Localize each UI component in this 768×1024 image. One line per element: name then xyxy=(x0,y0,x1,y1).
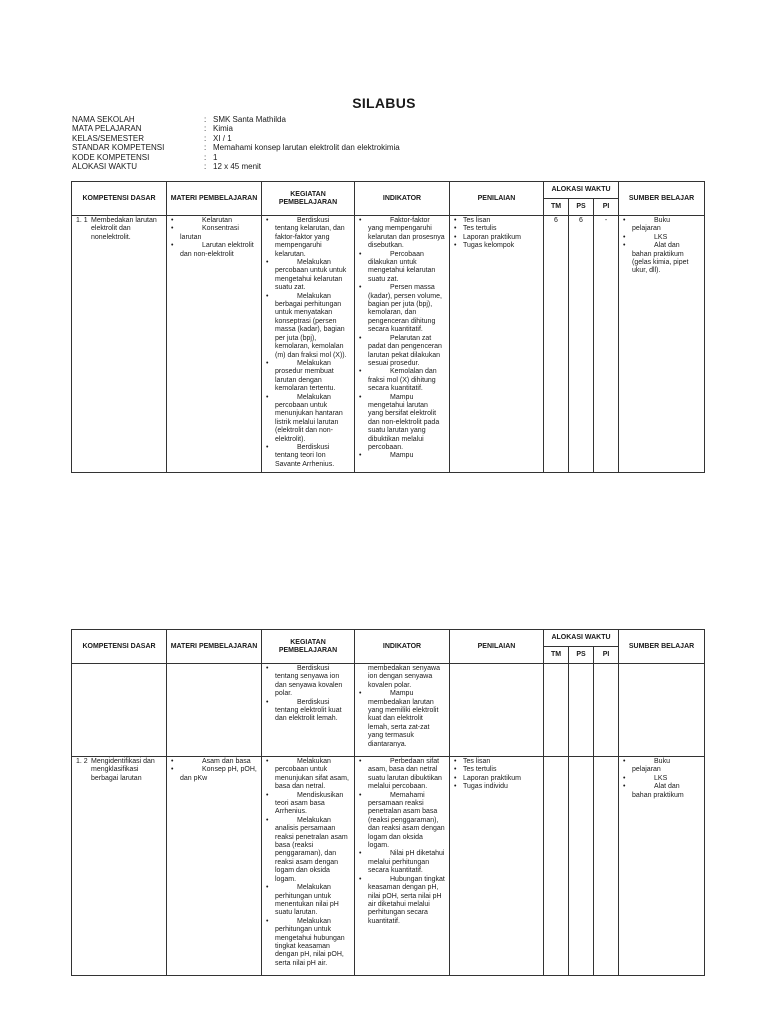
list-item: • Tugas kelompok xyxy=(454,242,539,250)
kegiatan-cell xyxy=(262,216,355,473)
header-indikator: INDIKATOR xyxy=(355,630,450,664)
list-item: • Mendiskusikan teori asam basa Arrhenius. xyxy=(266,792,350,817)
list-item: • Buku pelajaran xyxy=(623,217,700,234)
meta-row-subject: MATA PELAJARAN : Kimia xyxy=(72,124,234,134)
tm-cell xyxy=(544,757,569,976)
sumber-cell xyxy=(619,664,705,757)
kompetensi-cell xyxy=(72,757,167,976)
list-item: • Melakukan berbagai perhitungan untuk menyatakan konseptrasi (persen massa (kadar), bagian per juta (bpj), kemolaran, kemolalan (m) dan fraksi mol (X)). xyxy=(266,293,350,360)
header-penilaian: PENILAIAN xyxy=(450,182,544,216)
list-item: • LKS xyxy=(623,234,700,242)
list-item: • Tugas individu xyxy=(454,783,539,791)
list-item: • Melakukan percobaan untuk menunjukan sifat asam, basa dan netral. xyxy=(266,758,350,792)
header-sumber: SUMBER BELAJAR xyxy=(619,630,705,664)
meta-row-code: KODE KOMPETENSI : 1 xyxy=(72,152,218,162)
meta-label: MATA PELAJARAN xyxy=(72,124,142,134)
pi-cell xyxy=(594,757,619,976)
list-item: • Memahami persamaan reaksi penetralan asam basa (reaksi penggaraman), dan reaksi asam dengan logam dan oksida logam. xyxy=(359,792,445,851)
list-item: • Laporan praktikum xyxy=(454,775,539,783)
sumber-cell xyxy=(619,757,705,976)
meta-label: STANDAR KOMPETENSI xyxy=(72,143,165,153)
indikator-continued: membedakan senyawa ion dengan senyawa kovalen polar. xyxy=(368,665,440,689)
header-pi: PI xyxy=(594,647,619,664)
list-item: • Alat dan bahan praktikum (gelas kimia, pipet ukur, dll). xyxy=(623,242,700,276)
tm-cell xyxy=(544,664,569,757)
pi-cell xyxy=(594,664,619,757)
list-item: • Melakukan percobaan untuk menunjukan hantaran listrik melalui larutan (elektrolit dan non-elektrolit). xyxy=(266,394,350,444)
list-item: • Buku pelajaran xyxy=(623,758,700,775)
list-item: • Hubungan tingkat keasaman dengan pH, nilai pOH, serta nilai pH air diketahui melalui perhitungan secara kuantitatif. xyxy=(359,876,445,926)
table-row xyxy=(72,216,705,473)
tm-cell: 6 xyxy=(544,216,569,473)
list-item: • Mampu mengetahui larutan yang bersifat elektrolit dan non-elektrolit pada suatu larutan yang dibuktikan melalui percobaan. xyxy=(359,394,445,453)
header-sumber: SUMBER BELAJAR xyxy=(619,182,705,216)
list-item: • Berdiskusi tentang senyawa ion dan senyawa kovalen polar. xyxy=(266,665,350,699)
kd-number: 1. 1 xyxy=(76,217,88,224)
list-item: • Berdiskusi tentang teori Ion Savante Arrhenius. xyxy=(266,444,350,469)
list-item: • Pelarutan zat padat dan pengenceran larutan pekat dilakukan sesuai prosedur. xyxy=(359,335,445,369)
list-item: • Tes tertulis xyxy=(454,225,539,233)
list-item: • Berdiskusi tentang kelarutan, dan faktor-faktor yang mempengaruhi kelarutan. xyxy=(266,217,350,259)
header-alokasi: ALOKASI WAKTU xyxy=(544,630,619,647)
kd-text: Mengidentifikasi dan mengklasifikasi berbagai larutan xyxy=(91,758,155,782)
meta-value: SMK Santa Mathilda xyxy=(213,115,286,124)
list-item: • Larutan elektrolit dan non-elektrolit xyxy=(171,242,257,259)
list-item: • Persen massa (kadar), persen volume, bagian per juta (bpj), kemolaran, dan pengenceran dihitung secara kuantitatif. xyxy=(359,284,445,334)
list-item: • LKS xyxy=(623,775,700,783)
list-item: • Nilai pH diketahui melalui perhitungan secara kuantitatif. xyxy=(359,850,445,875)
list-item: • Percobaan dilakukan untuk mengetahui kelarutan suatu zat. xyxy=(359,251,445,285)
materi-cell xyxy=(167,664,262,757)
list-item: • Asam dan basa xyxy=(171,758,257,766)
header-materi: MATERI PEMBELAJARAN xyxy=(167,182,262,216)
list-item: • Tes tertulis xyxy=(454,766,539,774)
header-tm: TM xyxy=(544,199,569,216)
meta-row-time: ALOKASI WAKTU : 12 x 45 menit xyxy=(72,162,262,172)
list-item: • Tes lisan xyxy=(454,217,539,225)
penilaian-cell xyxy=(450,216,544,473)
pi-cell: - xyxy=(594,216,619,473)
header-materi: MATERI PEMBELAJARAN xyxy=(167,630,262,664)
page-title: SILABUS xyxy=(352,95,416,111)
meta-value: Memahami konsep larutan elektrolit dan elektrokimia xyxy=(213,143,400,153)
ps-cell xyxy=(569,757,594,976)
kd-number: 1. 2 xyxy=(76,758,88,765)
header-tm: TM xyxy=(544,647,569,664)
kompetensi-cell xyxy=(72,664,167,757)
header-pi: PI xyxy=(594,199,619,216)
ps-cell: 6 xyxy=(569,216,594,473)
header-kompetensi: KOMPETENSI DASAR xyxy=(72,630,167,664)
meta-value: Kimia xyxy=(213,124,234,134)
list-item: • Kelarutan xyxy=(171,217,257,225)
meta-row-school: NAMA SEKOLAH : SMK Santa Mathilda xyxy=(72,115,286,124)
header-ps: PS xyxy=(569,647,594,664)
indikator-cell xyxy=(355,216,450,473)
header-indikator: INDIKATOR xyxy=(355,182,450,216)
ps-cell xyxy=(569,664,594,757)
kompetensi-cell xyxy=(72,216,167,473)
sumber-cell xyxy=(619,216,705,473)
meta-value: 1 xyxy=(213,152,218,162)
penilaian-cell xyxy=(450,664,544,757)
syllabus-table-page-1 xyxy=(71,181,705,473)
list-item: • Melakukan analisis persamaan reaksi penetralan asam basa (reaksi penggaraman), dan reaksi asam dengan logam dan oksida logam. xyxy=(266,817,350,884)
document-metadata xyxy=(72,115,400,171)
header-alokasi: ALOKASI WAKTU xyxy=(544,182,619,199)
meta-label: KELAS/SEMESTER xyxy=(72,133,145,143)
list-item: • Perbedaan sifat asam, basa dan netral suatu larutan dibuktikan melalui percobaan. xyxy=(359,758,445,792)
materi-cell xyxy=(167,216,262,473)
list-item: • Melakukan perhitungan untuk menentukan nilai pH suatu larutan. xyxy=(266,884,350,918)
list-item: • Melakukan percobaan untuk untuk mengetahui kelarutan suatu zat. xyxy=(266,259,350,293)
list-item: • Tes lisan xyxy=(454,758,539,766)
list-item: • Laporan praktikum xyxy=(454,234,539,242)
list-item: • Kemolalan dan fraksi mol (X) dihitung secara kuantitatif. xyxy=(359,368,445,393)
header-kegiatan: KEGIATAN PEMBELAJARAN xyxy=(262,182,355,216)
meta-label: ALOKASI WAKTU xyxy=(72,162,138,172)
indikator-cell xyxy=(355,757,450,976)
table-row xyxy=(72,757,705,976)
header-kegiatan: KEGIATAN PEMBELAJARAN xyxy=(262,630,355,664)
list-item: • Konsentrasi larutan xyxy=(171,225,257,242)
meta-value: XI / 1 xyxy=(213,133,232,143)
kegiatan-cell xyxy=(262,664,355,757)
meta-label: KODE KOMPETENSI xyxy=(72,152,150,162)
meta-row-class: KELAS/SEMESTER : XI / 1 xyxy=(72,133,232,143)
indikator-cell xyxy=(355,664,450,757)
table-row xyxy=(72,664,705,757)
syllabus-table-page-2 xyxy=(71,629,705,976)
list-item: • Berdiskusi tentang elektrolit kuat dan elektrolit lemah. xyxy=(266,699,350,724)
list-item: • Melakukan perhitungan untuk mengetahui hubungan tingkat keasaman dengan pH, nilai pOH, serta nilai pH air. xyxy=(266,918,350,968)
list-item: • Mampu xyxy=(359,452,445,460)
header-penilaian: PENILAIAN xyxy=(450,630,544,664)
list-item: • Faktor-faktor yang mempengaruhi kelarutan dan prosesnya disebutkan. xyxy=(359,217,445,251)
kegiatan-cell xyxy=(262,757,355,976)
materi-cell xyxy=(167,757,262,976)
meta-row-standard: STANDAR KOMPETENSI : Memahami konsep larutan elektrolit dan elektrokimia xyxy=(72,143,400,153)
header-kompetensi: KOMPETENSI DASAR xyxy=(72,182,167,216)
list-item: • Mampu membedakan larutan yang memiliki elektrolit kuat dan elektrolit lemah, serta zat-zat yang termasuk diantaranya. xyxy=(359,690,445,749)
header-ps: PS xyxy=(569,199,594,216)
meta-value: 12 x 45 menit xyxy=(213,162,262,172)
list-item: • Alat dan bahan praktikum xyxy=(623,783,700,800)
meta-label: NAMA SEKOLAH xyxy=(72,115,135,124)
list-item: • Konsep pH, pOH, dan pKw xyxy=(171,766,257,783)
penilaian-cell xyxy=(450,757,544,976)
kd-text: Membedakan larutan elektrolit dan nonelektrolit. xyxy=(91,217,157,241)
list-item: • Melakukan prosedur membuat larutan dengan kemolaran tertentu. xyxy=(266,360,350,394)
